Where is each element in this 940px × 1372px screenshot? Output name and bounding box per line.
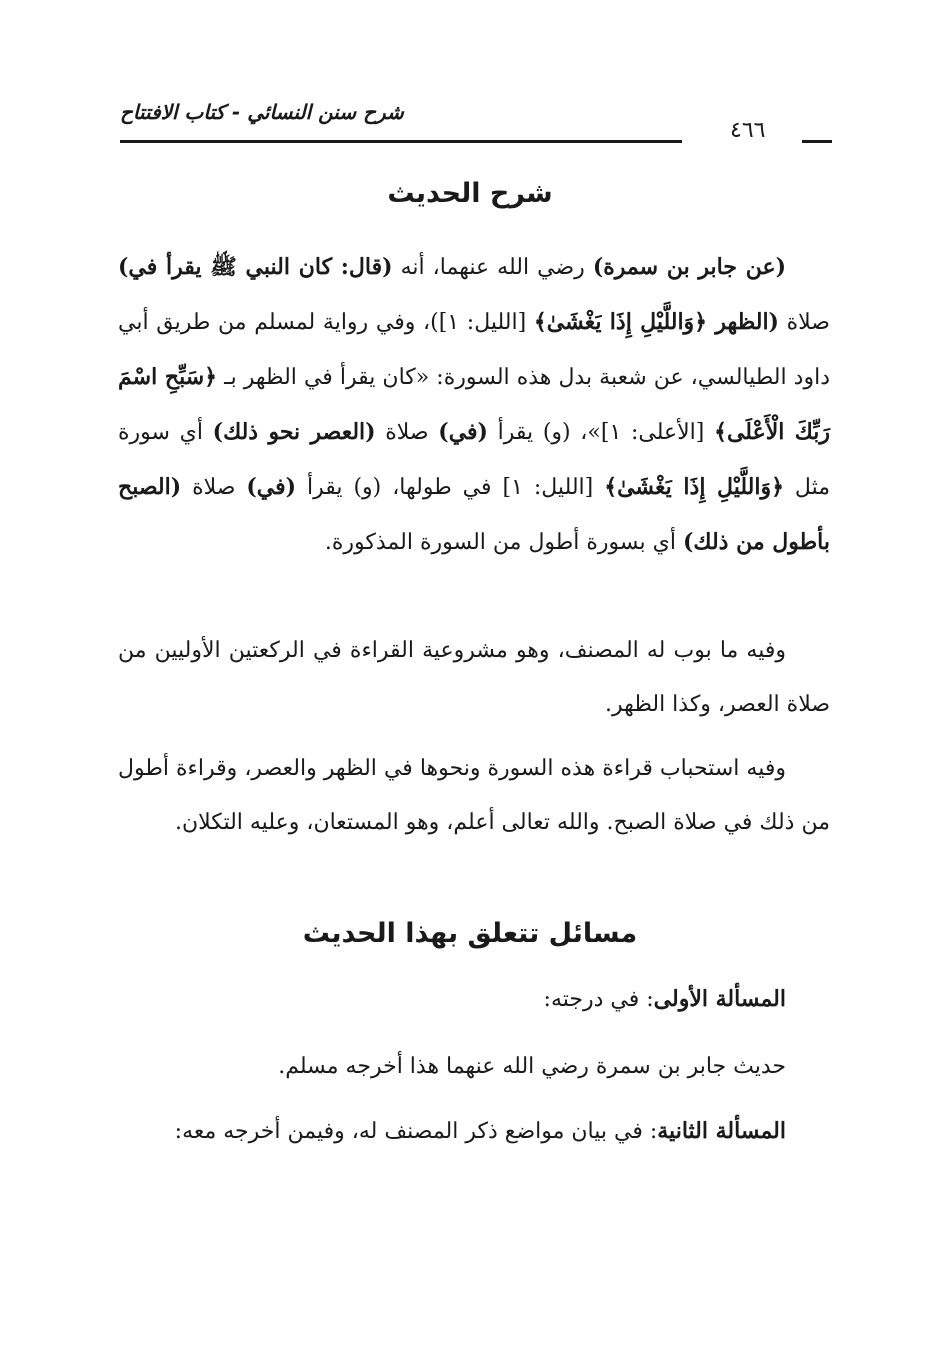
paragraph-recommendation: وفيه استحباب قراءة هذه السورة ونحوها في الظهر والعصر، وقراءة أطول من ذلك في صلاة الصبح. والله تعالى أعلم، وهو المستعان، وعليه التكلان. xyxy=(118,756,830,835)
text-span: [الليل: ١] في طولها، (و) يقرأ xyxy=(296,475,605,500)
text-span: صلاة xyxy=(778,310,830,335)
issue-1-title: المسألة الأولى xyxy=(653,986,786,1012)
issue-2-heading xyxy=(118,1104,830,1159)
text-span: [الليل: ١])، وفي رواية لمسلم من طريق أبي داود الطيالسي، عن شعبة بدل هذه السورة: «كان يقرأ في الظهر بـ xyxy=(118,310,830,390)
page-number: ٤٦٦ xyxy=(730,118,766,143)
bold-span: ﴿وَاللَّيْلِ إِذَا يَغْشَىٰ﴾ xyxy=(604,474,784,500)
bold-span: ﴿سَبِّحِ اسْمَ رَبِّكَ الْأَعْلَى﴾ xyxy=(118,364,830,445)
bold-span: (العصر نحو ذلك) xyxy=(212,419,376,445)
bold-span: (الصبح بأطول من ذلك) xyxy=(118,474,830,555)
issue-1-text: : في درجته: xyxy=(543,987,654,1012)
header-rule xyxy=(120,140,682,143)
text-span: صلاة xyxy=(181,475,247,500)
text-span: أي سورة مثل xyxy=(118,420,831,500)
paragraph-chapter-note: وفيه ما بوب له المصنف، وهو مشروعية القراءة في الركعتين الأوليين من صلاة العصر، وكذا الظهر. xyxy=(118,638,830,717)
bold-span: (في) xyxy=(246,474,297,500)
section-heading-explanation: شرح الحديث xyxy=(387,178,553,209)
issue-2-text: : في بيان مواضع ذكر المصنف له، وفيمن أخرجه معه: xyxy=(174,1119,658,1144)
paragraph-hadith-explanation xyxy=(118,240,830,570)
bold-span: (في) xyxy=(438,419,488,445)
header-title: شرح سنن النسائي - كتاب الافتتاح xyxy=(120,100,404,124)
page-number-rule xyxy=(802,140,832,143)
text-span: صلاة xyxy=(375,420,439,445)
section-heading-issues: مسائل تتعلق بهذا الحديث xyxy=(302,918,638,949)
running-header xyxy=(120,88,830,148)
issue-1-heading xyxy=(118,972,830,1027)
bold-span: (قال: كان النبي ﷺ يقرأ في) xyxy=(118,254,393,280)
text-span: [الأعلى: ١]»، (و) يقرأ xyxy=(487,420,715,445)
text-span: أي بسورة أطول من السورة المذكورة. xyxy=(324,530,683,555)
bold-span: (الظهر ﴿وَاللَّيْلِ إِذَا يَغْشَىٰ﴾ xyxy=(533,309,779,335)
text-span: رضي الله عنهما، أنه xyxy=(392,255,593,280)
bold-span: (عن جابر بن سمرة) xyxy=(592,254,787,280)
issue-2-title: المسألة الثانية xyxy=(657,1118,786,1144)
issue-1-body: حديث جابر بن سمرة رضي الله عنهما هذا أخرجه مسلم. xyxy=(278,1054,786,1079)
